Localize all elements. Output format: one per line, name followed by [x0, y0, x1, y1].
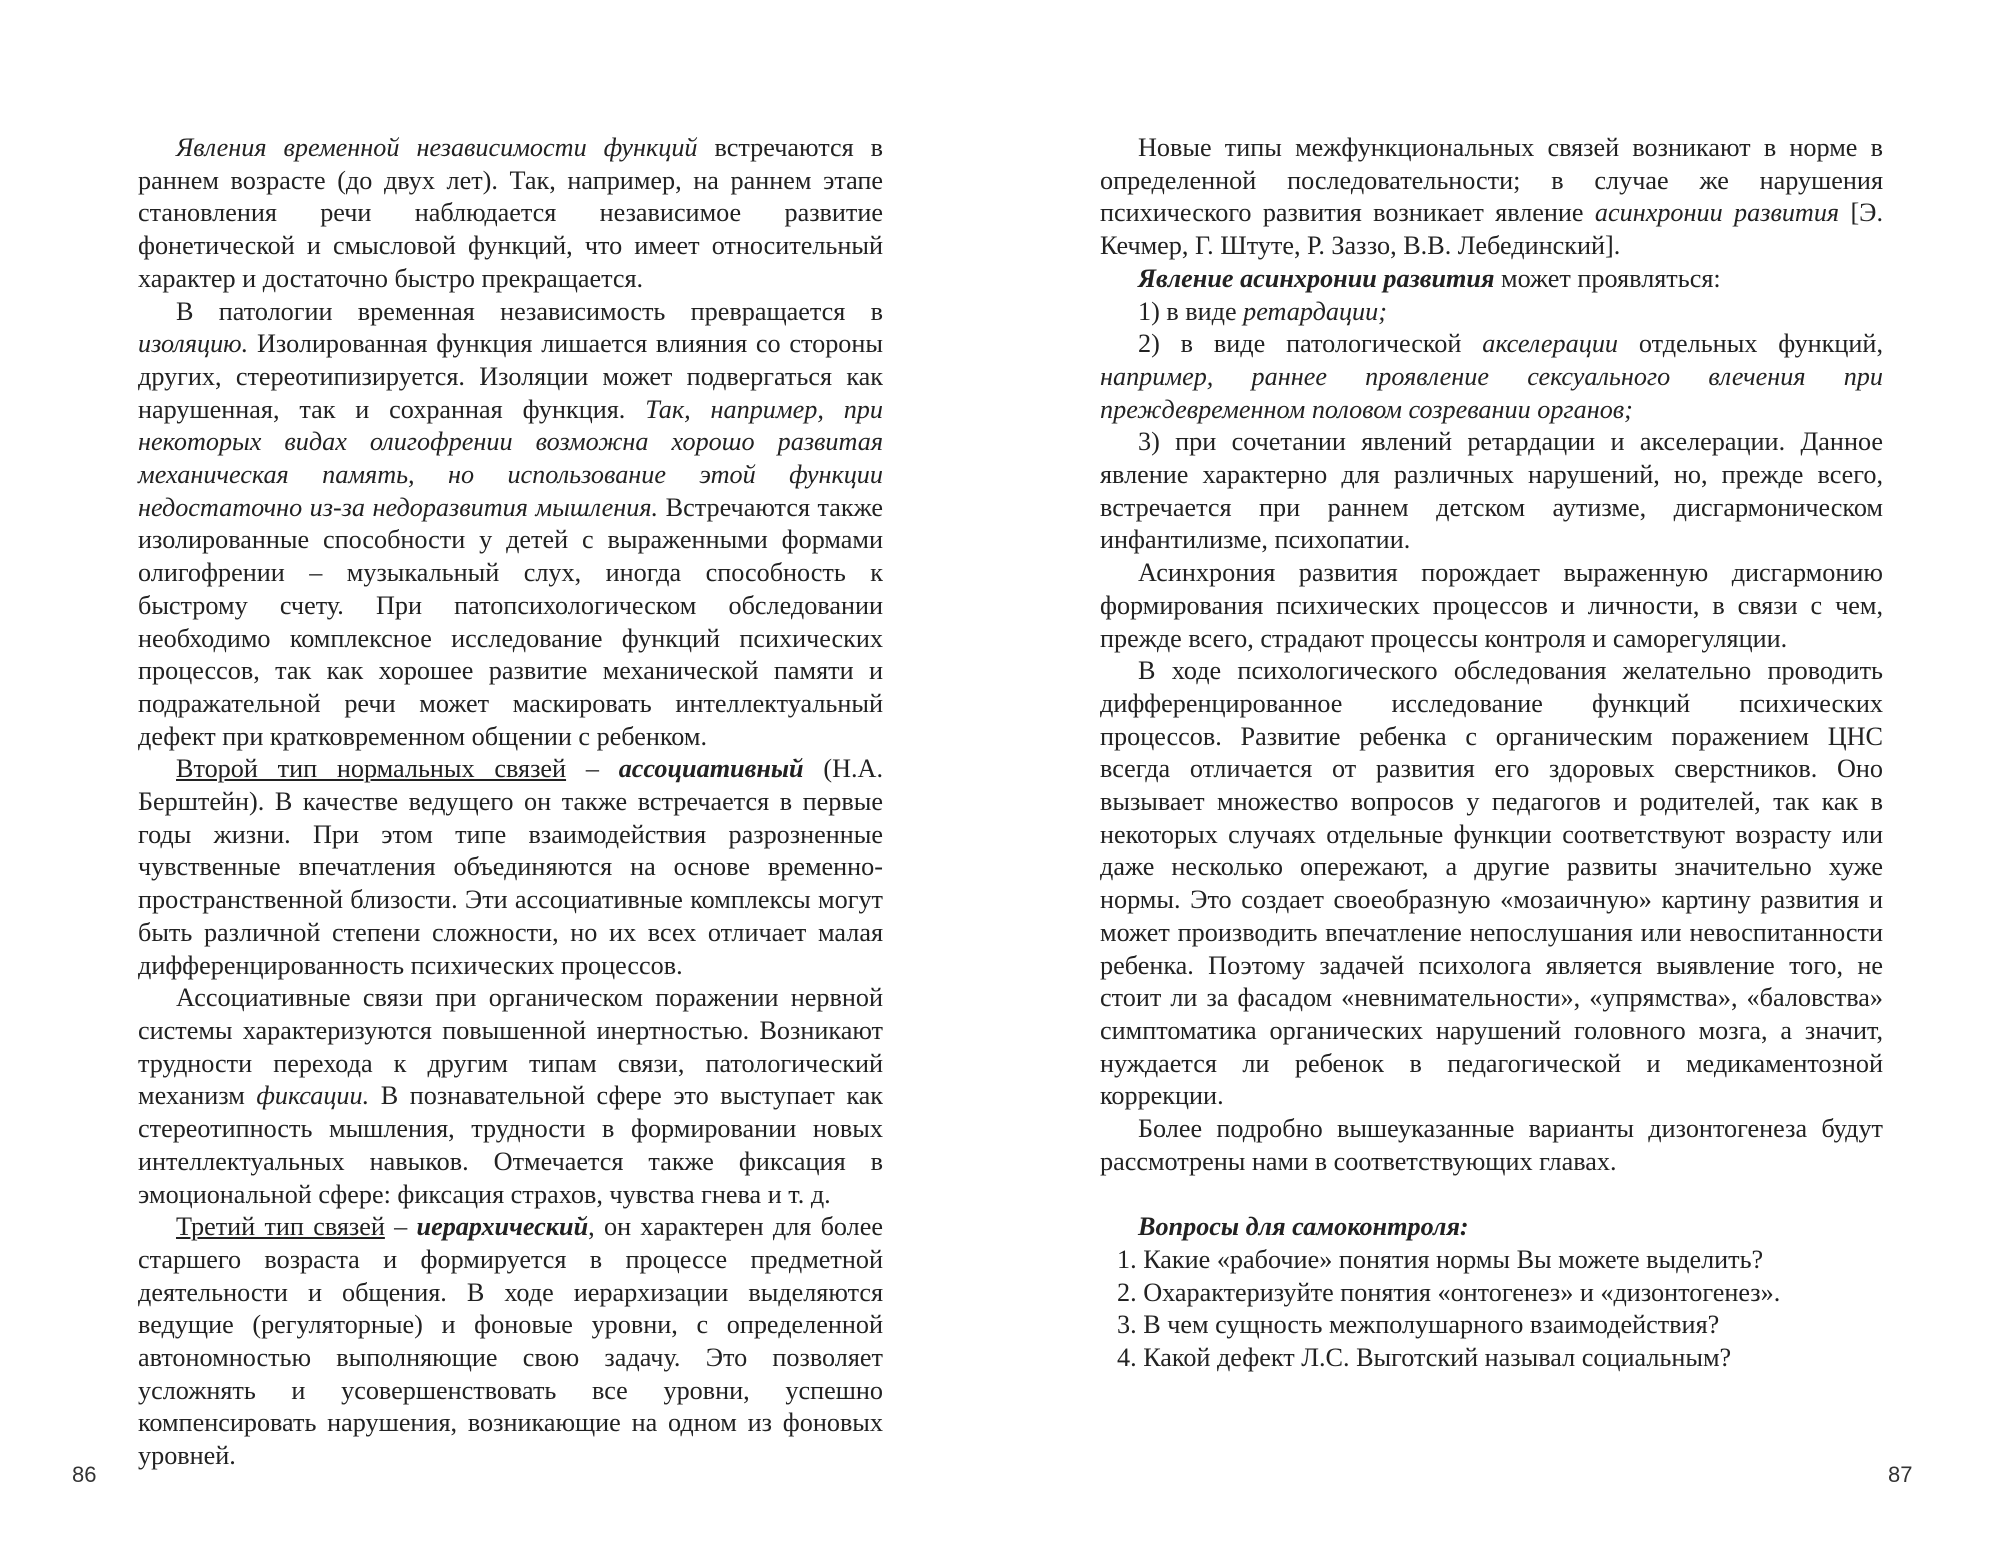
- underlined-heading: Третий тип связей: [176, 1212, 385, 1242]
- bold-italic-term: ассоциативный: [618, 754, 804, 784]
- paragraph: [1100, 132, 1883, 263]
- question-item: 4. Какой дефект Л.С. Выготский называл социальным?: [1117, 1343, 1732, 1372]
- italic-term: Явления временной независимости функций: [176, 133, 698, 162]
- paragraph-text: 1) в виде: [1138, 296, 1244, 326]
- paragraph: В ходе психологического обследования желательно проводить дифференцированное исследование функций психических процессов. Развитие ребенка с органическим поражением ЦНС всегда отличается от развития его здоровых сверстников. Оно вызывает множество вопросов у педагогов и родителей, так как в некоторых случаях отдельные функции соответствуют возрасту или даже несколько опережают, а другие развиты значительно хуже нормы. Это создает своеобразную «мозаичную» картину развития и может производить впечатление непослушания или невоспитанности ребенка. Поэтому задачей психолога является выявление того, не стоит ли за фасадом «невнимательности», «упрямства», «баловства» симптоматика органических нарушений головного мозга, а значит, нуждается ли ребенок в педагогической и медикаментозной коррекции.: [1100, 656, 1883, 1111]
- bold-italic-term: иерархический: [416, 1212, 589, 1242]
- page-number: 87: [1888, 1462, 1913, 1487]
- paragraph-text: В познавательной сфере это выступает как стереотипность мышления, трудности в формировании новых интеллектуальных навыков. Отмечается также фиксация в эмоциональной сфере: фиксация страхов, чувства гнева и т. д.: [138, 1081, 883, 1209]
- right-page-text: [1100, 132, 1883, 1375]
- paragraph: [138, 753, 883, 982]
- paragraph-text: Встречаются также изолированные способности у детей с выраженными формами олигофрении – музыкальный слух, иногда способность к быстрому счету. При патопсихологическом обследовании необходимо комплексное исследование функций психических процессов, так как хорошее развитие механической памяти и подражательной речи может маскировать интеллектуальный дефект при кратковременном общении с ребенком.: [138, 492, 883, 751]
- paragraph-text: [Э. Кечмер, Г. Штуте, Р. Заззо, В.В. Лебединский].: [1100, 198, 1883, 261]
- paragraph-text: встречаются в раннем возрасте (до двух лет). Так, например, на раннем этапе становления речи наблюдается независимое развитие фонетической и смысловой функций, что имеет относительный характер и достаточно быстро прекращается.: [138, 133, 883, 293]
- paragraph-text: 2) в виде патологической: [1138, 329, 1483, 359]
- paragraph: [138, 982, 883, 1211]
- page-number: 86: [72, 1462, 97, 1487]
- questions-heading: Вопросы для самоконтроля:: [1138, 1212, 1469, 1242]
- paragraph: Более подробно вышеуказанные варианты дизонтогенеза будут рассмотрены нами в соответствующих главах.: [1100, 1114, 1883, 1176]
- italic-example: Так, например, при некоторых видах олигофрении возможна хорошо развитая механическая память, но использование этой функции недостаточно из-за недоразвития мышления.: [138, 394, 883, 522]
- underlined-heading: Второй тип нормальных связей: [176, 754, 567, 784]
- list-item: 3) при сочетании явлений ретардации и акселерации. Данное явление характерно для различных нарушений, но, прежде всего, встречается при раннем детском аутизме, дисгармоническом инфантилизме, психопатии.: [1100, 427, 1883, 555]
- list-item: [1100, 328, 1883, 426]
- questions-list: [1100, 1244, 1883, 1375]
- paragraph-text: –: [566, 754, 619, 784]
- paragraph-text: Новые типы межфункциональных связей возникают в норме в определенной последовательности; в случае же нарушения психического развития возникает явление: [1100, 133, 1883, 228]
- question-item: 3. В чем сущность межполушарного взаимодействия?: [1117, 1310, 1720, 1340]
- paragraph-text: –: [384, 1212, 417, 1242]
- question-item: 1. Какие «рабочие» понятия нормы Вы можете выделить?: [1117, 1244, 1764, 1274]
- italic-example: например, раннее проявление сексуального влечения при преждевременном половом созревании органов;: [1100, 361, 1883, 424]
- paragraph-text: может проявляться:: [1494, 263, 1721, 293]
- italic-term: фиксации.: [256, 1081, 370, 1111]
- paragraph-text: Ассоциативные связи при органическом поражении нервной системы характеризуются повышенной инертностью. Возникают трудности перехода к другим типам связи, патологический механизм: [138, 983, 883, 1111]
- italic-term: асинхронии развития: [1594, 198, 1840, 228]
- question-item: 2. Охарактеризуйте понятия «онтогенез» и «дизонтогенез».: [1117, 1277, 1781, 1307]
- paragraph: [138, 1211, 883, 1473]
- right-page: [1000, 0, 2000, 1545]
- italic-term: ретардации;: [1243, 296, 1387, 326]
- spacer: [1100, 1179, 1883, 1212]
- paragraph-text: В патологии временная независимость превращается в: [176, 296, 883, 326]
- paragraph: [138, 296, 883, 754]
- paragraph: [138, 132, 883, 296]
- list-item: [1100, 296, 1883, 329]
- paragraph: [1100, 263, 1883, 296]
- paragraph-text: Изолированная функция лишается влияния со стороны других, стереотипизируется. Изоляции может подвергаться как нарушенная, так и сохранная функция.: [138, 329, 883, 424]
- paragraph: Асинхрония развития порождает выраженную дисгармонию формирования психических процессов и личности, в связи с чем, прежде всего, страдают процессы контроля и саморегуляции.: [1100, 558, 1883, 653]
- italic-term: изоляцию.: [138, 329, 249, 359]
- italic-term: акселерации: [1482, 329, 1619, 359]
- left-page-text: [138, 132, 883, 1473]
- paragraph-text: отдельных функций,: [1618, 329, 1883, 359]
- bold-italic-term: Явление асинхронии развития: [1138, 263, 1495, 293]
- paragraph-text: , он характерен для более старшего возраста и формируется в процессе предметной деятельности и общения. В ходе иерархизации выделяются ведущие (регуляторные) и фоновые уровни, с определенной автономностью выполняющие свою задачу. Это позволяет усложнять и усовершенствовать все уровни, успешно компенсировать нарушения, возникающие на одном из фоновых уровней.: [138, 1212, 883, 1471]
- paragraph-text: (Н.А. Берштейн). В качестве ведущего он также встречается в первые годы жизни. При этом типе взаимодействия разрозненные чувственные впечатления объединяются на основе временно-пространственной близости. Эти ассоциативные комплексы могут быть различной степени сложности, но их всех отличает малая дифференцированность психических процессов.: [138, 754, 884, 980]
